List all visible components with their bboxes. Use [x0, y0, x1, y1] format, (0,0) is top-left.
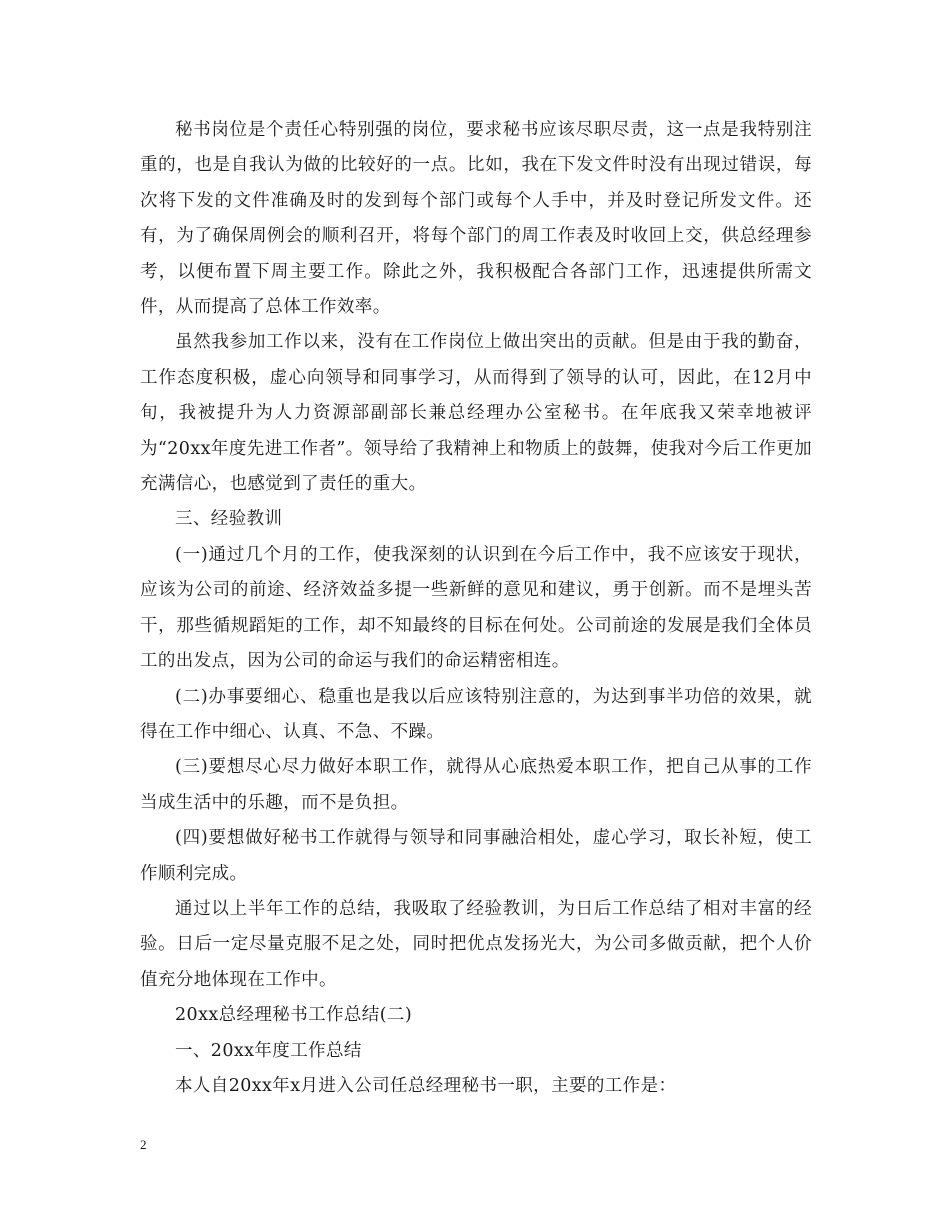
paragraph-lesson-2: (二)办事要细心、稳重也是我以后应该特别注意的，为达到事半功倍的效果，就得在工作中细心、认真、不急、不躁。	[140, 686, 812, 742]
section-heading-lessons: 三、经验教训	[175, 509, 283, 530]
paragraph-intro-duties: 本人自20xx年x月进入公司任总经理秘书一职，主要的工作是：	[175, 1075, 677, 1096]
document-body	[140, 113, 812, 1104]
paragraph-lesson-3: (三)要想尽心尽力做好本职工作，就得从心底热爱本职工作，把自己从事的工作当成生活中的乐趣，而不是负担。	[140, 757, 812, 813]
paragraph-lesson-4: (四)要想做好秘书工作就得与领导和同事融洽相处，虚心学习，取长补短，使工作顺利完成。	[140, 828, 812, 884]
paragraph-promotion: 虽然我参加工作以来，没有在工作岗位上做出突出的贡献。但是由于我的勤奋，工作态度积极，虚心向领导和同事学习，从而得到了领导的认可，因此，在12月中旬，我被提升为人力资源部副部长兼总经理办公室秘书。在年底我又荣幸地被评为“20xx年度先进工作者”。领导给了我精神上和物质上的鼓舞，使我对今后工作更加充满信心，也感觉到了责任的重大。	[140, 332, 812, 495]
document-subtitle: 20xx总经理秘书工作总结(二)	[175, 1005, 413, 1026]
paragraph-responsibility: 秘书岗位是个责任心特别强的岗位，要求秘书应该尽职尽责，这一点是我特别注重的，也是自我认为做的比较好的一点。比如，我在下发文件时没有出现过错误，每次将下发的文件准确及时的发到每个部门或每个人手中，并及时登记所发文件。还有，为了确保周例会的顺利召开，将每个部门的周工作表及时收回上交，供总经理参考，以便布置下周主要工作。除此之外，我积极配合各部门工作，迅速提供所需文件，从而提高了总体工作效率。	[140, 120, 812, 318]
page-number: 2	[140, 1137, 147, 1152]
paragraph-lesson-1: (一)通过几个月的工作，使我深刻的认识到在今后工作中，我不应该安于现状，应该为公司的前途、经济效益多提一些新鲜的意见和建议，勇于创新。而不是埋头苦干，那些循规蹈矩的工作，却不知最终的目标在何处。公司前途的发展是我们全体员工的出发点，因为公司的命运与我们的命运精密相连。	[140, 544, 812, 672]
paragraph-conclusion: 通过以上半年工作的总结，我吸取了经验教训，为日后工作总结了相对丰富的经验。日后一定尽量克服不足之处，同时把优点发扬光大，为公司多做贡献，把个人价值充分地体现在工作中。	[140, 898, 812, 990]
section-heading-annual-summary: 一、20xx年度工作总结	[175, 1040, 362, 1061]
